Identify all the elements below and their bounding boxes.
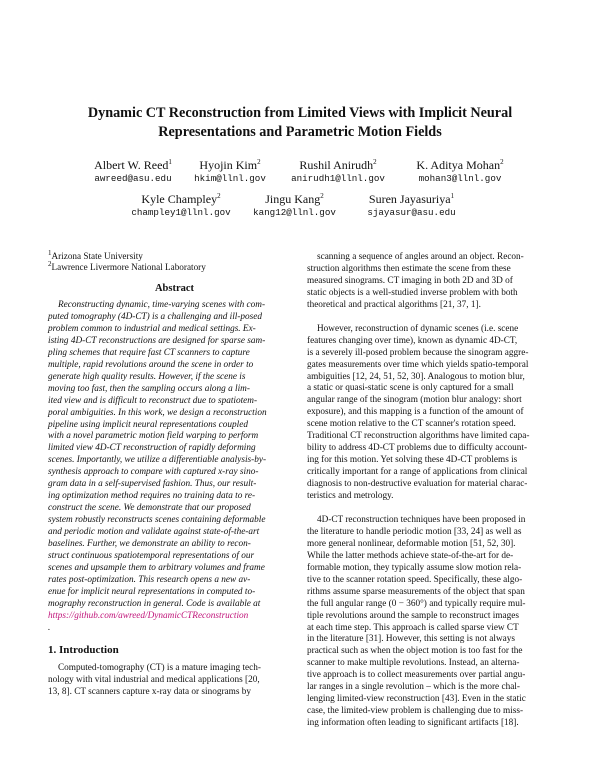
text-line: construct the scene. We demonstrate that our proposed bbox=[48, 503, 251, 514]
text-line: ited view and is difficult to reconstruct due to spatiotem- bbox=[48, 395, 258, 406]
paragraph-gap bbox=[307, 312, 553, 324]
title-line-2: Representations and Parametric Motion Fields bbox=[158, 124, 442, 140]
author-name: K. Aditya Mohan bbox=[416, 158, 501, 172]
text-line: baselines. Further, we demonstrate an ability to recon- bbox=[48, 539, 251, 550]
text-line: mography reconstruction in general. Code is available at bbox=[48, 598, 261, 609]
text-line: Computed-tomography (CT) is a mature imaging tech- bbox=[58, 663, 261, 673]
text-line: exposure), and this mapping is a function of the amount of bbox=[307, 407, 524, 418]
abstract-heading: Abstract bbox=[154, 283, 195, 294]
text-line: gram data in a self-supervised fashion. Thus, our result- bbox=[48, 479, 257, 490]
text-line: diagnosis to non-destructive evaluation for material charac- bbox=[307, 479, 528, 490]
text-line: bility to address 4D-CT problems due to difficulty account- bbox=[307, 443, 528, 454]
text-line: formable motion, they typically assume slow motion rela- bbox=[307, 562, 522, 573]
text-line: ing for this motion. Yet solving these 4D-CT problems is bbox=[307, 455, 518, 466]
text-line: synthesis approach to compare with captured x-ray sino- bbox=[48, 467, 259, 478]
right-column-body bbox=[307, 252, 553, 730]
text-line: pipeline using implicit neural representations coupled bbox=[48, 419, 248, 430]
text-line: scanner to make multiple revolutions. Instead, an alterna- bbox=[307, 658, 520, 669]
author-name: Suren Jayasuriya bbox=[368, 192, 451, 206]
text-line: at each time step. This approach is called sparse view CT bbox=[307, 622, 519, 633]
text-line: rates post-optimization. This research opens a new av- bbox=[48, 574, 251, 585]
text-line: in the literature [31]. However, this setting is not always bbox=[307, 634, 515, 645]
author-affil-sup: 2 bbox=[217, 192, 221, 200]
text-line: enue for implicit neural representations in computed to- bbox=[48, 586, 256, 597]
text-line: tive approach is to collect measurements over partial angu- bbox=[307, 670, 526, 681]
author-name: Jingu Kang bbox=[265, 192, 321, 206]
text-line: multiple, rapid revolutions around the scene in order to bbox=[48, 359, 254, 370]
text-line: a static or quasi-static scene is only captured for a small bbox=[307, 383, 514, 394]
text-line: the full angular range (0 − 360°) and typically require mul- bbox=[307, 598, 526, 609]
text-line: struct continuous spatiotemporal representations of our bbox=[48, 551, 255, 562]
text-line: gates measurements over time which yields spatio-temporal bbox=[307, 359, 529, 370]
text-line: practical such as when the object motion is too fast for the bbox=[307, 646, 523, 657]
affiliation-sup: 1 bbox=[48, 248, 52, 257]
text-line: tiple revolutions around the sample to reconstruct images bbox=[307, 610, 519, 621]
text-line: problem common to industrial and medical settings. Ex- bbox=[48, 323, 256, 334]
text-line: moving too fast, then the sampling occurs along a lim- bbox=[48, 383, 250, 394]
text-line: angular range of the sinogram (motion blur analogy: short bbox=[307, 395, 522, 406]
text-line: case, the limited-view problem is challenging due to miss- bbox=[307, 706, 524, 717]
affiliation-text: Arizona State University bbox=[51, 251, 143, 261]
text-line: more general nonlinear, deformable motion [51, 52, 30]. bbox=[307, 538, 516, 549]
author-name: Kyle Champley bbox=[141, 192, 218, 206]
author-4 bbox=[400, 158, 520, 185]
text-line: critically important for a range of applications from clinical bbox=[307, 467, 528, 478]
text-line: tive to the scanner rotation speed. Specifically, these algo- bbox=[307, 574, 523, 585]
author-email[interactable]: kang12@llnl.gov bbox=[253, 207, 336, 218]
introduction-body bbox=[48, 663, 301, 699]
text-line: struction algorithms then estimate the scene from these bbox=[307, 263, 511, 274]
text-line: scene motion relative to the CT scanner's rotation speed. bbox=[307, 419, 516, 430]
author-affil-sup: 2 bbox=[373, 158, 377, 166]
author-name: Albert W. Reed bbox=[94, 158, 169, 172]
author-email[interactable]: sjayasur@asu.edu bbox=[367, 207, 456, 218]
text-line: measured sinograms. CT imaging in both 2D and 3D of bbox=[307, 275, 513, 286]
text-line: and periodic motion and validate against state-of-the-art bbox=[48, 527, 260, 538]
author-3 bbox=[278, 158, 398, 185]
author-email[interactable]: champley1@llnl.gov bbox=[131, 207, 231, 218]
author-5 bbox=[126, 192, 236, 219]
text-line: features changing over time), known as dynamic 4D-CT, bbox=[307, 335, 518, 346]
text-line: limited view 4D-CT reconstruction of rapidly deforming bbox=[48, 443, 256, 454]
author-email[interactable]: mohan3@llnl.gov bbox=[418, 173, 502, 184]
text-line: 4D-CT reconstruction techniques have been proposed in bbox=[317, 514, 526, 525]
text-line: 13, 8]. CT scanners capture x-ray data or sinograms by bbox=[48, 686, 252, 697]
author-name: Rushil Anirudh bbox=[299, 158, 374, 172]
author-affil-sup: 1 bbox=[450, 192, 455, 200]
author-email[interactable]: awreed@asu.edu bbox=[94, 173, 172, 184]
author-affil-sup: 2 bbox=[257, 158, 261, 166]
title-line-1: Dynamic CT Reconstruction from Limited Views with Implicit Neural bbox=[87, 105, 513, 121]
affiliation-1 bbox=[48, 248, 143, 263]
abstract-body bbox=[48, 300, 301, 633]
text-line: rithms assume sparse measurements of the object that span bbox=[307, 586, 525, 597]
affiliation-2 bbox=[48, 259, 206, 274]
text-line: puted tomography (4D-CT) is a challenging and ill-posed bbox=[48, 311, 263, 322]
author-6 bbox=[247, 192, 342, 219]
author-name: Hyojin Kim bbox=[199, 158, 258, 172]
author-email[interactable]: anirudh1@llnl.gov bbox=[291, 173, 385, 184]
text-line: isting 4D-CT reconstructions are designed for sparse sam- bbox=[48, 335, 266, 346]
author-1 bbox=[78, 158, 188, 185]
text-line: static objects is a well-studied inverse problem with both bbox=[307, 287, 518, 298]
text-line: teristics and metrology. bbox=[307, 491, 394, 502]
text-line: with a novel parametric motion field warping to perform bbox=[48, 431, 259, 442]
text-line: Traditional CT reconstruction algorithms have limited capa- bbox=[307, 431, 530, 442]
author-affil-sup: 2 bbox=[500, 158, 504, 166]
paper-title bbox=[40, 104, 560, 142]
text-line: the literature to handle periodic motion [33, 24] as well as bbox=[307, 526, 522, 537]
text-line: While the latter methods achieve state-of-the-art for de- bbox=[307, 550, 514, 561]
code-link[interactable]: https://github.com/awreed/DynamicCTReconstruction bbox=[48, 610, 249, 621]
text-line: lar ranges in a single revolution – which is the more chal- bbox=[307, 682, 520, 693]
period: . bbox=[48, 622, 51, 633]
text-line: pling schemes that require fast CT scanners to capture bbox=[48, 347, 250, 358]
author-email[interactable]: hkim@llnl.gov bbox=[194, 173, 266, 184]
text-line: generate high quality results. However, if the scene is bbox=[48, 371, 246, 382]
text-line: scanning a sequence of angles around an object. Recon- bbox=[317, 252, 524, 262]
text-line: ing optimization method requires no training data to re- bbox=[48, 491, 256, 502]
text-line: ambiguities [12, 24, 51, 52, 30]. Analogous to motion blur, bbox=[307, 371, 525, 382]
text-line: However, reconstruction of dynamic scenes (i.e. scene bbox=[317, 323, 519, 334]
text-line: lenging limited-view reconstruction [43]. Even in the static bbox=[307, 694, 526, 705]
text-line: system robustly reconstructs scenes containing deformable bbox=[48, 515, 266, 526]
author-2 bbox=[180, 158, 280, 185]
paragraph-gap bbox=[307, 503, 553, 515]
text-line: poral ambiguities. In this work, we design a reconstruction bbox=[48, 407, 267, 418]
text-line: Reconstructing dynamic, time-varying scenes with com- bbox=[58, 300, 266, 310]
text-line: nology with vital industrial and medical applications [20, bbox=[48, 674, 260, 685]
author-affil-sup: 1 bbox=[168, 158, 172, 166]
text-line: ing information often leading to significant artifacts [18]. bbox=[307, 718, 519, 729]
affiliation-text: Lawrence Livermore National Laboratory bbox=[51, 262, 206, 272]
text-line: scenes and upsample them to arbitrary volumes and frame bbox=[48, 562, 265, 573]
affiliation-sup: 2 bbox=[48, 259, 52, 268]
text-line: theoretical and practical algorithms [21, 37, 1]. bbox=[307, 299, 481, 310]
section-heading-introduction: 1. Introduction bbox=[48, 644, 119, 656]
text-line: scenes. Importantly, we utilize a differentiable analysis-by- bbox=[48, 455, 267, 466]
text-line: is a severely ill-posed problem because the sinogram aggre- bbox=[307, 347, 529, 358]
author-7 bbox=[354, 192, 469, 219]
author-affil-sup: 2 bbox=[320, 192, 324, 200]
